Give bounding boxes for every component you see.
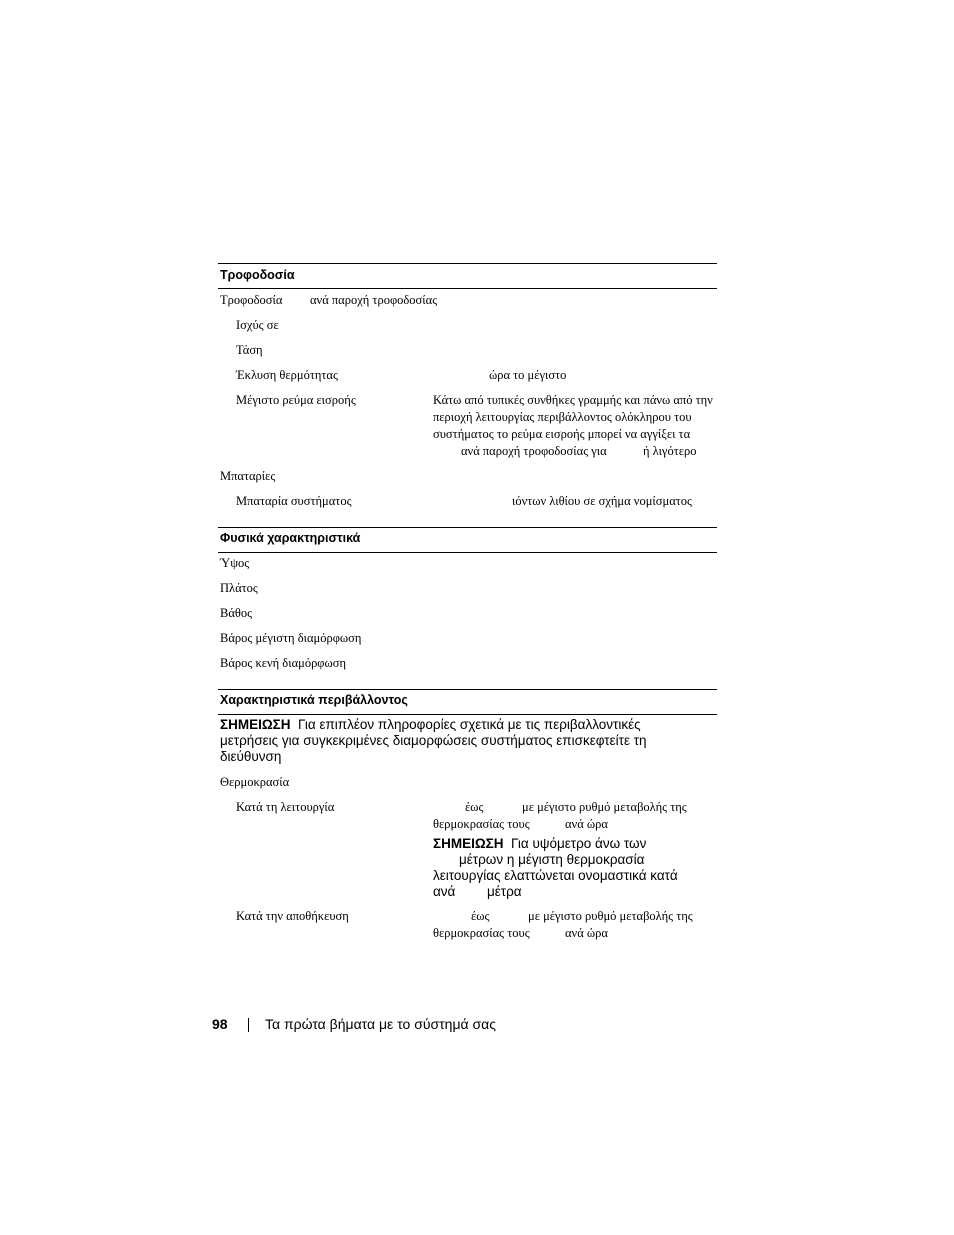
heat-dissipation-value: ώρα το μέγιστο <box>489 368 567 382</box>
rule-top-physical <box>218 527 717 528</box>
system-battery-value: ιόντων λιθίου σε σχήμα νομίσματος <box>512 494 692 508</box>
inrush-current-line-1: Κάτω από τυπικές συνθήκες γραμμής και πάνω από την <box>433 393 713 407</box>
power-supply-label: Τροφοδοσία <box>220 293 283 307</box>
power-supply-value: ανά παροχή τροφοδοσίας <box>310 293 438 307</box>
note-label: ΣΗΜΕΙΩΣΗ <box>220 717 291 732</box>
weight-max-label: Βάρος μέγιστη διαμόρφωση <box>220 631 362 645</box>
rule-top-environment <box>218 689 717 690</box>
heat-dissipation-label: Έκλυση θερμότητας <box>236 368 338 382</box>
section-heading-environment: Χαρακτηριστικά περιβάλλοντος <box>220 693 408 707</box>
storage-line-1a: έως <box>471 909 490 923</box>
operating-line-1a: έως <box>465 800 484 814</box>
inrush-current-line-5: ή λιγότερο <box>643 444 697 458</box>
page-number: 98 <box>212 1016 228 1032</box>
inrush-current-line-4: ανά παροχή τροφοδοσίας για <box>461 444 607 458</box>
wattage-label: Ισχύς σε <box>236 318 279 332</box>
environment-note-line-3: διεύθυνση <box>220 749 282 764</box>
weight-empty-label: Βάρος κενή διαμόρφωση <box>220 656 347 670</box>
storage-label: Κατά την αποθήκευση <box>236 909 349 923</box>
storage-line-2a: θερμοκρασίας τους <box>433 926 530 940</box>
operating-note-line-1 <box>433 836 646 852</box>
operating-label: Κατά τη λειτουργία <box>236 800 335 814</box>
operating-note-line-4b: μέτρα <box>487 884 522 899</box>
operating-line-1b: με μέγιστο ρυθμό μεταβολής της <box>522 800 687 814</box>
environment-note-line-1 <box>220 717 641 733</box>
storage-line-1b: με μέγιστο ρυθμό μεταβολής της <box>528 909 693 923</box>
system-battery-label: Μπαταρία συστήματος <box>236 494 352 508</box>
footer-separator <box>248 1018 249 1032</box>
inrush-current-line-2: περιοχή λειτουργίας περιβάλλοντος ολόκληρου του <box>433 410 692 424</box>
height-label: Ύψος <box>220 556 250 570</box>
operating-note-line-4a: ανά <box>433 884 456 899</box>
operating-line-2a: θερμοκρασίας τους <box>433 817 530 831</box>
inrush-current-line-3: συστήματος το ρεύμα εισροής μπορεί να αγγίξει τα <box>433 427 691 441</box>
depth-label: Βάθος <box>220 606 253 620</box>
operating-note-text-1: Για υψόμετρο άνω των <box>511 836 647 851</box>
operating-line-2b: ανά ώρα <box>565 817 608 831</box>
operating-note-line-2: μέτρων η μέγιστη θερμοκρασία <box>459 852 645 867</box>
operating-note-line-3: λειτουργίας ελαττώνεται ονομαστικά κατά <box>433 868 678 883</box>
environment-note-line-2: μετρήσεις για συγκεκριμένες διαμορφώσεις συστήματος επισκεφτείτε τη <box>220 733 647 748</box>
rule-under-environment <box>218 714 717 715</box>
voltage-label: Τάση <box>236 343 263 357</box>
note-text-1: Για επιπλέον πληροφορίες σχετικά με τις περιβαλλοντικές <box>298 717 641 732</box>
section-heading-physical: Φυσικά χαρακτηριστικά <box>220 531 361 545</box>
storage-line-2b: ανά ώρα <box>565 926 608 940</box>
rule-under-power <box>218 288 717 289</box>
inrush-current-label: Μέγιστο ρεύμα εισροής <box>236 393 356 407</box>
footer-title: Τα πρώτα βήματα με το σύστημά σας <box>265 1016 496 1032</box>
rule-under-physical <box>218 552 717 553</box>
rule-top-power <box>218 263 717 264</box>
section-heading-power: Τροφοδοσία <box>220 268 295 282</box>
width-label: Πλάτος <box>220 581 258 595</box>
operating-note-label: ΣΗΜΕΙΩΣΗ <box>433 836 504 851</box>
batteries-label: Μπαταρίες <box>220 469 276 483</box>
temperature-label: Θερμοκρασία <box>220 775 290 789</box>
